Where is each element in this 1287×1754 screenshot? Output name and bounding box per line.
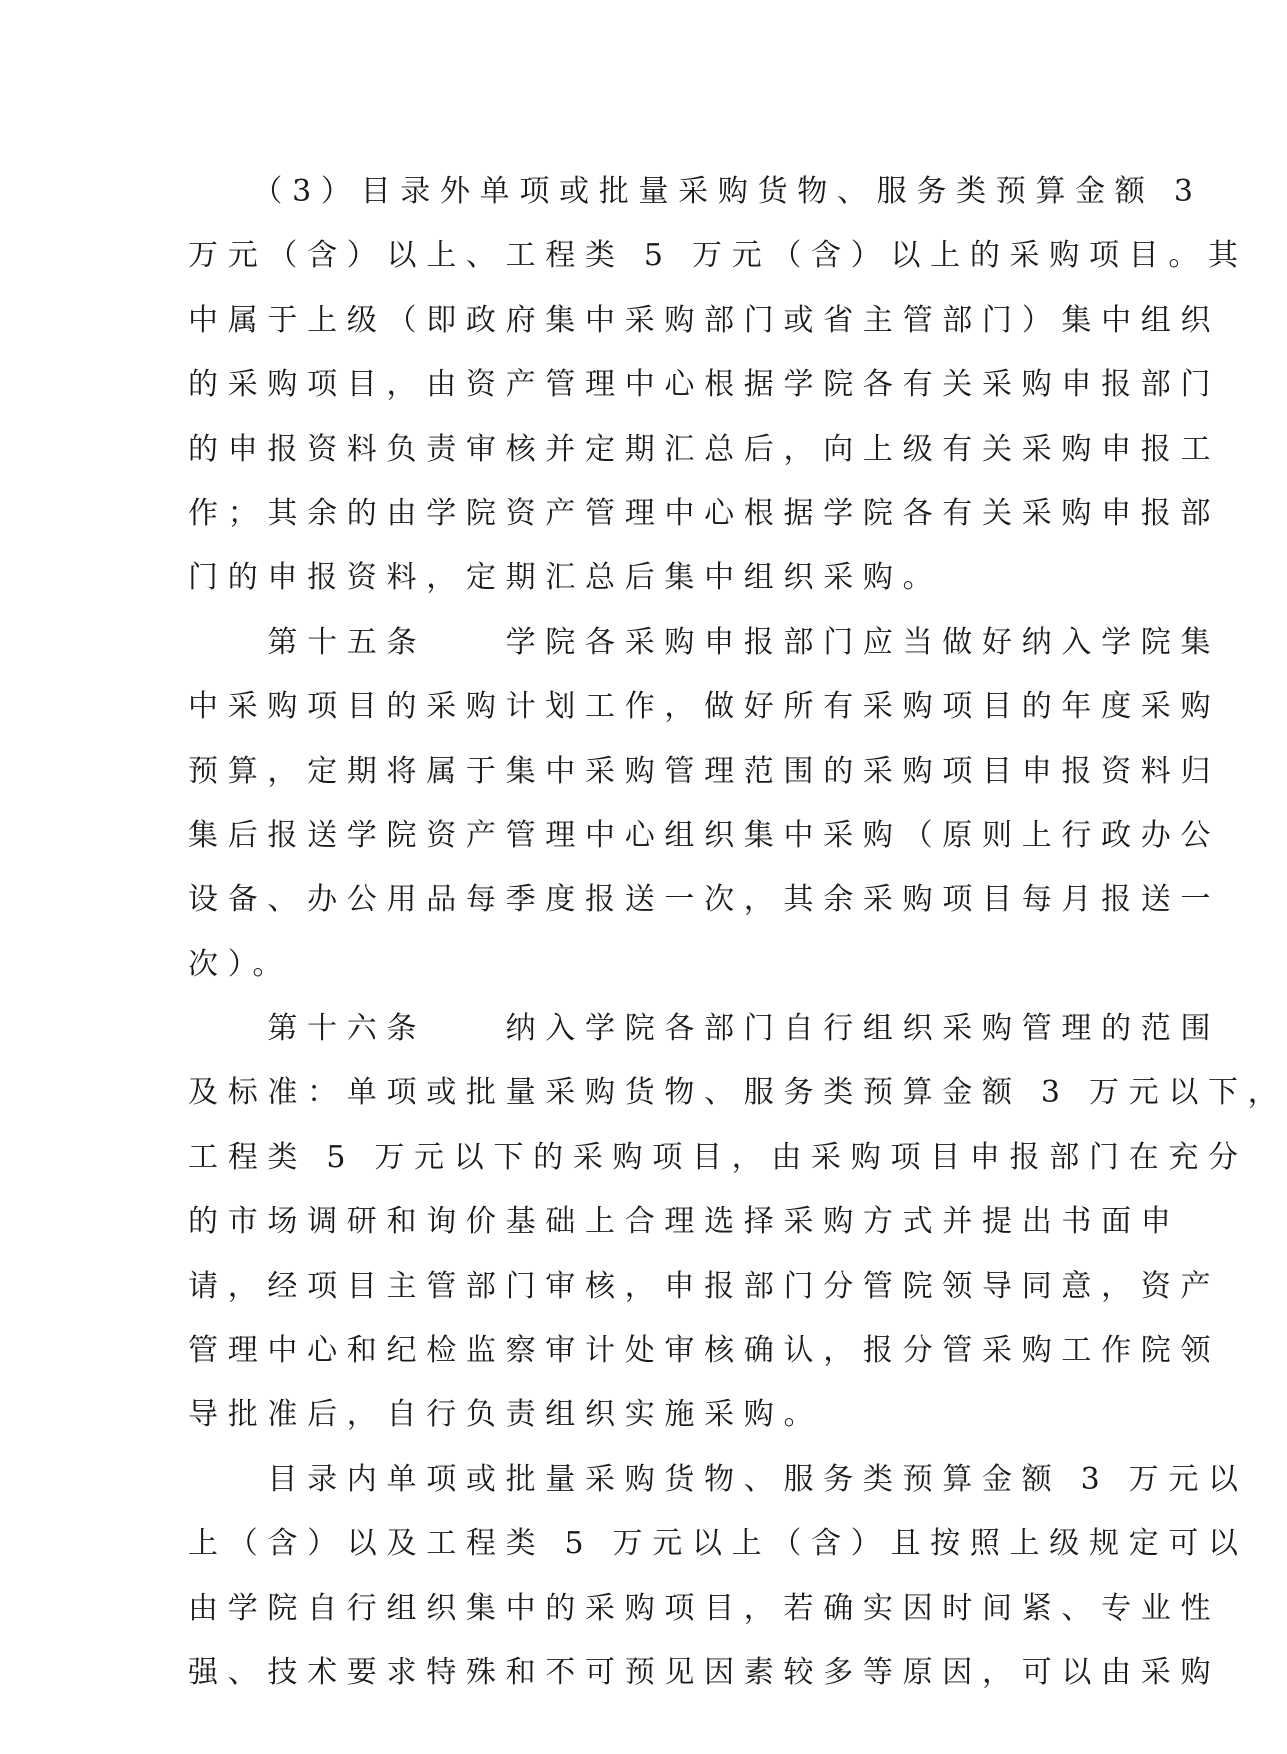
text-line: 万元（含）以上、工程类 5 万元（含）以上的采购项目。其 [188,238,1248,274]
text-line: 由学院自行组织集中的采购项目，若确实因时间紧、专业性 [188,1590,1221,1626]
text-line: 的采购项目，由资产管理中心根据学院各有关采购申报部门 [188,367,1221,403]
text-line: 的市场调研和询价基础上合理选择采购方式并提出书面申 [188,1204,1181,1240]
text-line: 导批准后，自行负责组织实施采购。 [188,1397,824,1433]
text-line: （3）目录外单项或批量采购货物、服务类预算金额 3 [188,174,1203,209]
text-line: 中采购项目的采购计划工作，做好所有采购项目的年度采购 [188,689,1221,725]
document-body [188,160,1287,1705]
text-line: 第十五条 学院各采购申报部门应当做好纳入学院集 [188,624,1221,660]
text-line: 预算，定期将属于集中采购管理范围的采购项目申报资料归 [188,753,1221,789]
text-line: 请，经项目主管部门审核，申报部门分管院领导同意，资产 [188,1268,1221,1304]
text-line: 次）。 [188,946,293,982]
text-line: 目录内单项或批量采购货物、服务类预算金额 3 万元以 [188,1461,1248,1497]
text-line: 及标准：单项或批量采购货物、服务类预算金额 3 万元以下， [188,1075,1287,1111]
text-line: 第十六条 纳入学院各部门自行组织采购管理的范围 [188,1011,1221,1047]
text-line: 中属于上级（即政府集中采购部门或省主管部门）集中组织 [188,302,1221,338]
text-line: 工程类 5 万元以下的采购项目，由采购项目申报部门在充分 [188,1139,1248,1175]
text-line: 强、技术要求特殊和不可预见因素较多等原因，可以由采购 [188,1654,1221,1690]
text-line: 集后报送学院资产管理中心组织集中采购（原则上行政办公 [188,817,1221,853]
text-line: 作；其余的由学院资产管理中心根据学院各有关采购申报部 [188,495,1221,531]
text-line: 门的申报资料，定期汇总后集中组织采购。 [188,560,943,596]
text-line: 的申报资料负责审核并定期汇总后，向上级有关采购申报工 [188,431,1221,467]
text-line: 上（含）以及工程类 5 万元以上（含）且按照上级规定可以 [188,1526,1248,1562]
text-line: 管理中心和纪检监察审计处审核确认，报分管采购工作院领 [188,1333,1221,1369]
text-line: 设备、办公用品每季度报送一次，其余采购项目每月报送一 [188,882,1221,918]
